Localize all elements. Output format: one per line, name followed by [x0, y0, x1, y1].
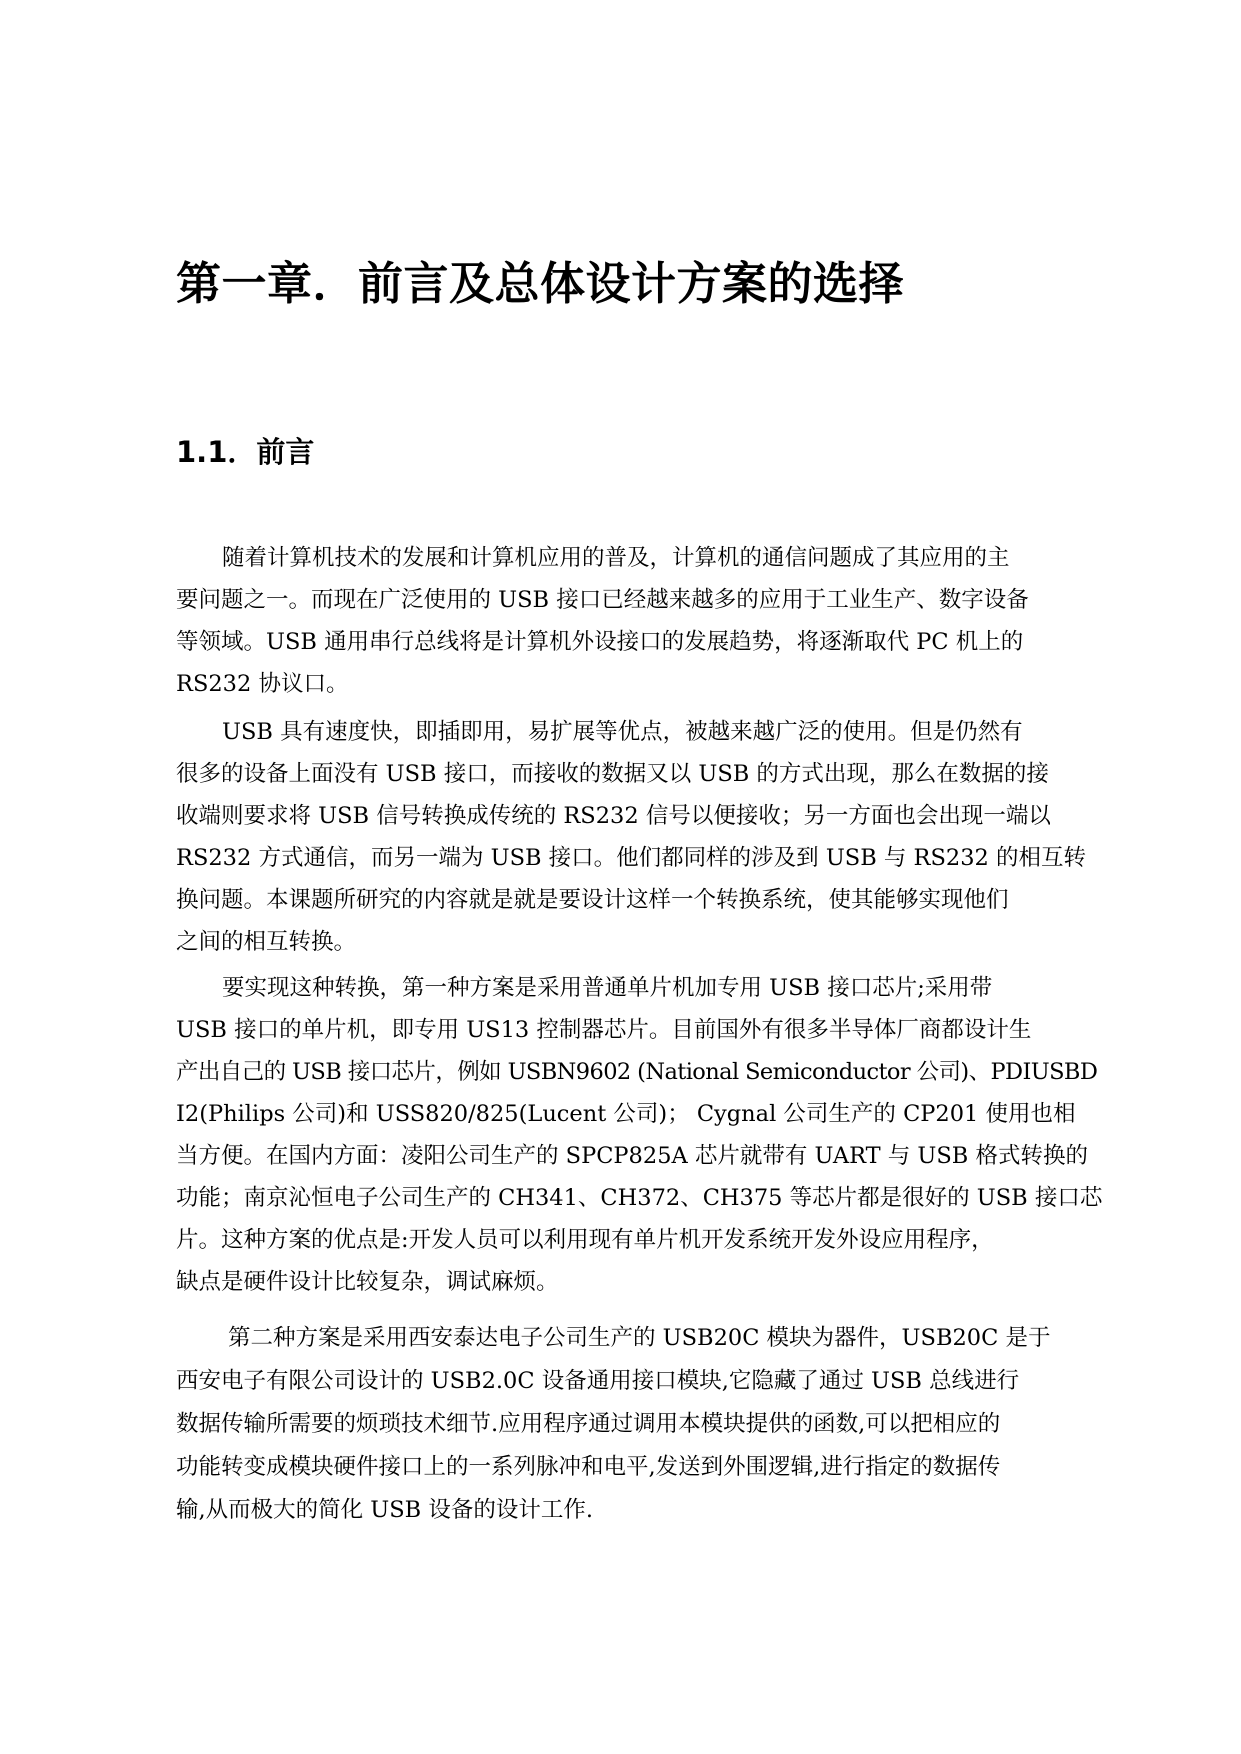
- paragraph-line: 第二种方案是采用西安泰达电子公司生产的 USB20C 模块为器件，USB20C 是于: [228, 1325, 1051, 1351]
- paragraph-line: USB 具有速度快，即插即用，易扩展等优点，被越来越广泛的使用。但是仍然有: [222, 719, 1023, 745]
- paragraph-line: USB 接口的单片机，即专用 US13 控制器芯片。目前国外有很多半导体厂商都设计生: [176, 1017, 1032, 1043]
- paragraph-line: 等领域。USB 通用串行总线将是计算机外设接口的发展趋势，将逐渐取代 PC 机上的: [176, 629, 1024, 655]
- paragraph-line: RS232 协议口。: [176, 671, 349, 697]
- paragraph-line: RS232 方式通信，而另一端为 USB 接口。他们都同样的涉及到 USB 与 RS232 的相互转: [176, 845, 1086, 871]
- paragraph-line: 要实现这种转换，第一种方案是采用普通单片机加专用 USB 接口芯片;采用带: [222, 975, 993, 1001]
- paragraph-line: 很多的设备上面没有 USB 接口，而接收的数据又以 USB 的方式出现，那么在数据的接: [176, 761, 1049, 787]
- paragraph-line: I2(Philips 公司)和 USS820/825(Lucent 公司)； Cygnal 公司生产的 CP201 使用也相: [176, 1101, 1076, 1127]
- section-title: 1.1．前言: [176, 435, 315, 469]
- paragraph-line: 要问题之一。而现在广泛使用的 USB 接口已经越来越多的应用于工业生产、数字设备: [176, 587, 1029, 613]
- paragraph-line: 当方便。在国内方面：凌阳公司生产的 SPCP825A 芯片就带有 UART 与 USB 格式转换的: [176, 1143, 1088, 1169]
- paragraph-line: 功能转变成模块硬件接口上的一系列脉冲和电平,发送到外围逻辑,进行指定的数据传: [176, 1454, 1001, 1480]
- paragraph-line: 西安电子有限公司设计的 USB2.0C 设备通用接口模块,它隐藏了通过 USB 总线进行: [176, 1368, 1020, 1394]
- paragraph-line: 数据传输所需要的烦琐技术细节.应用程序通过调用本模块提供的函数,可以把相应的: [176, 1411, 1001, 1437]
- paragraph-line: 换问题。本课题所研究的内容就是就是要设计这样一个转换系统，使其能够实现他们: [176, 887, 1009, 913]
- paragraph-line: 产出自己的 USB 接口芯片，例如 USBN9602 (National Semiconductor 公司)、PDIUSBD: [176, 1059, 1098, 1085]
- paragraph-line: 收端则要求将 USB 信号转换成传统的 RS232 信号以便接收；另一方面也会出现一端以: [176, 803, 1051, 829]
- paragraph-line: 功能；南京沁恒电子公司生产的 CH341、CH372、CH375 等芯片都是很好的 USB 接口芯: [176, 1185, 1103, 1211]
- paragraph-line: 输,从而极大的简化 USB 设备的设计工作.: [176, 1497, 594, 1523]
- paragraph-line: 片。这种方案的优点是:开发人员可以利用现有单片机开发系统开发外设应用程序，: [176, 1227, 994, 1253]
- chapter-title: 第一章．前言及总体设计方案的选择: [176, 257, 905, 310]
- paragraph-line: 之间的相互转换。: [176, 929, 357, 955]
- paragraph-line: 缺点是硬件设计比较复杂，调试麻烦。: [176, 1269, 559, 1295]
- paragraph-line: 随着计算机技术的发展和计算机应用的普及，计算机的通信问题成了其应用的主: [222, 545, 1010, 571]
